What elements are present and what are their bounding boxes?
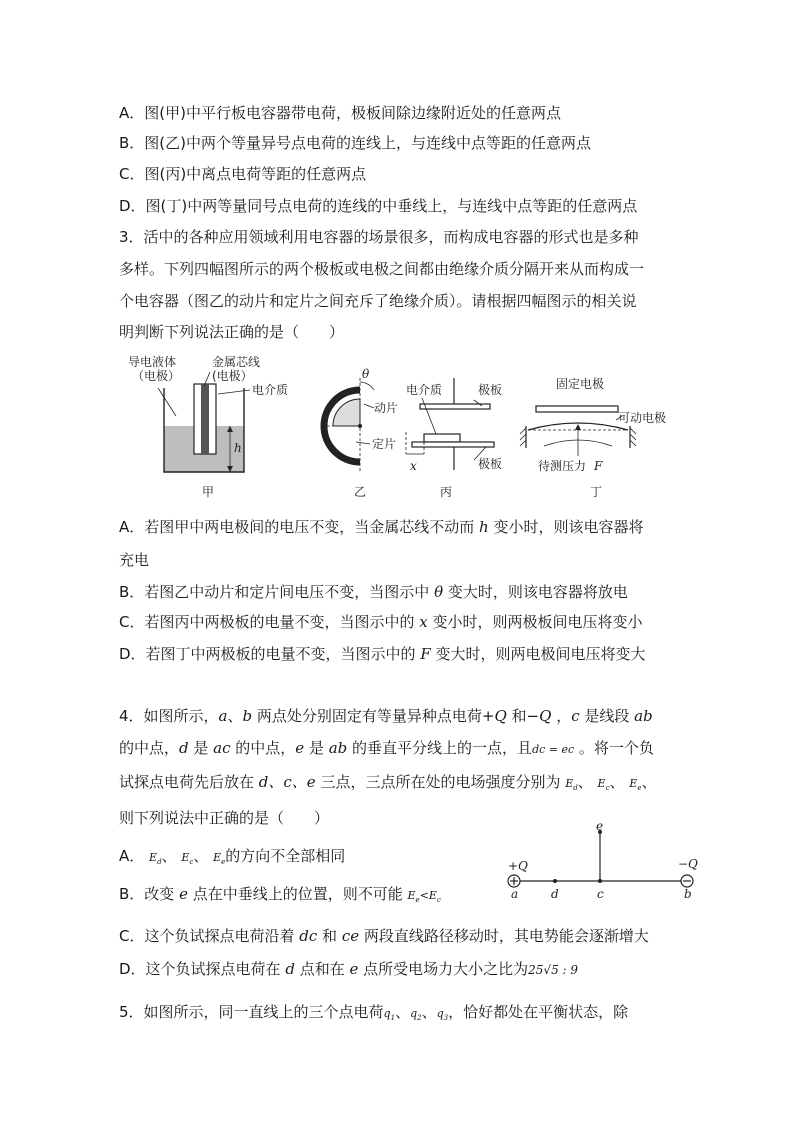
q3-option-a-line-2: 充电 (119, 551, 150, 569)
q4-option-a: A． $E_d$、 $E_c$、 $E_e$的方向不全部相同 (119, 847, 346, 867)
q3-option-c: C．若图丙中两极板的电量不变，当图示中的 x 变小时，则两极板间电压将变小 (119, 613, 643, 631)
bing-caption: 丙 (440, 485, 453, 499)
q2-option-a: A．图(甲)中平行板电容器带电荷，极板间除边缘附近处的任意两点 (119, 104, 561, 122)
q4-stem-line-4: 则下列说法中正确的是（ ） (119, 809, 330, 827)
jia-label-liquid-sub: （电极） (132, 369, 181, 383)
jia-caption: 甲 (202, 485, 215, 499)
yi-label-moving: 动片 (374, 401, 399, 415)
fig-label-minus-q: −Q (678, 857, 698, 871)
bing-label-dielectric: 电介质 (406, 383, 443, 397)
jia-label-core-sub: (电极） (212, 369, 253, 383)
jia-var-h: h (234, 441, 242, 455)
ding-label-pressure: 待测压力 (538, 459, 587, 473)
figure-ding (520, 376, 666, 499)
q4-option-d: D．这个负试探点电荷在 d 点和在 e 点所受电场力大小之比为25√5 : 9 (119, 960, 579, 978)
yi-var-theta: θ (362, 367, 370, 381)
q3-stem-line-4: 明判断下列说法正确的是（ ） (119, 323, 345, 341)
ding-label-fixed: 固定电极 (556, 377, 605, 391)
fig-label-e: e (596, 820, 604, 833)
jia-label-liquid: 导电液体 (128, 355, 177, 369)
ding-label-movable: 可动电极 (618, 411, 667, 425)
q4-stem-line-3: 试探点电荷先后放在 d、c、e 三点，三点所在处的电场强度分别为 $E_d$、 $E_c$、 $E_e$、 (119, 773, 657, 793)
q2-option-c: C．图(丙)中离点电荷等距的任意两点 (119, 165, 367, 183)
q4-stem-line-2: 的中点，d 是 ac 的中点，e 是 ab 的垂直平分线上的一点，且dc = ec 。将一个负 (119, 739, 654, 757)
jia-label-core: 金属芯线 (212, 355, 261, 369)
figure-jia (128, 354, 288, 499)
fig-label-d: d (551, 887, 559, 900)
bing-label-plate-bottom: 极板 (478, 457, 503, 471)
fig-label-plus-q: +Q (508, 859, 528, 873)
bing-var-x: x (410, 459, 417, 473)
fig-label-b: b (684, 887, 692, 900)
q4-option-c: C．这个负试探点电荷沿着 dc 和 ce 两段直线路径移动时，其电势能会逐渐增大 (119, 927, 649, 945)
q3-option-d: D．若图丁中两极板的电量不变，当图示中的 F 变大时，则两电极间电压将变大 (119, 645, 646, 663)
q3-option-b: B．若图乙中动片和定片间电压不变，当图示中 θ 变大时，则该电容器将放电 (119, 583, 628, 601)
fig-label-a: a (511, 887, 519, 900)
q2-option-b: B．图(乙)中两个等量异号点电荷的连线上，与连线中点等距的任意两点 (119, 134, 591, 152)
bing-label-plate-top: 极板 (478, 383, 503, 397)
yi-caption: 乙 (354, 485, 367, 499)
q3-stem-line-1: 3．活中的各种应用领域利用电容器的场景很多，而构成电容器的形式也是多种 (119, 228, 639, 246)
fig-label-c: c (597, 887, 604, 900)
q4-stem-line-1: 4．如图所示，a、b 两点处分别固定有等量异种点电荷+Q 和−Q ，c 是线段 ab (119, 707, 653, 725)
jia-label-dielectric: 电介质 (252, 383, 289, 397)
yi-label-fixed: 定片 (372, 437, 397, 451)
q4-figure-charges (500, 820, 710, 900)
q3-stem-line-2: 多样。下列四幅图所示的两个极板或电极之间都由绝缘介质分隔开来从而构成一 (119, 260, 645, 278)
figure-yi (322, 367, 398, 499)
q3-figure-capacitors (118, 350, 683, 505)
ding-caption: 丁 (590, 485, 603, 499)
q4-option-b: B．改变 e 点在中垂线上的位置，则不可能 $E_e<E_c$ (119, 885, 441, 905)
q5-stem-line-1: 5．如图所示，同一直线上的三个点电荷$q_1$、$q_2$、$q_3$，恰好都处在平衡状态，除 (119, 1003, 629, 1023)
figure-bing (406, 378, 502, 499)
ding-var-f: F (594, 459, 603, 473)
q3-option-a-line-1: A．若图甲中两电极间的电压不变，当金属芯线不动而 h 变小时，则该电容器将 (119, 518, 644, 536)
q2-option-d: D．图(丁)中两等量同号点电荷的连线的中垂线上，与连线中点等距的任意两点 (119, 197, 638, 215)
q3-stem-line-3: 个电容器（图乙的动片和定片之间充斥了绝缘介质）。请根据四幅图示的相关说 (119, 292, 637, 310)
